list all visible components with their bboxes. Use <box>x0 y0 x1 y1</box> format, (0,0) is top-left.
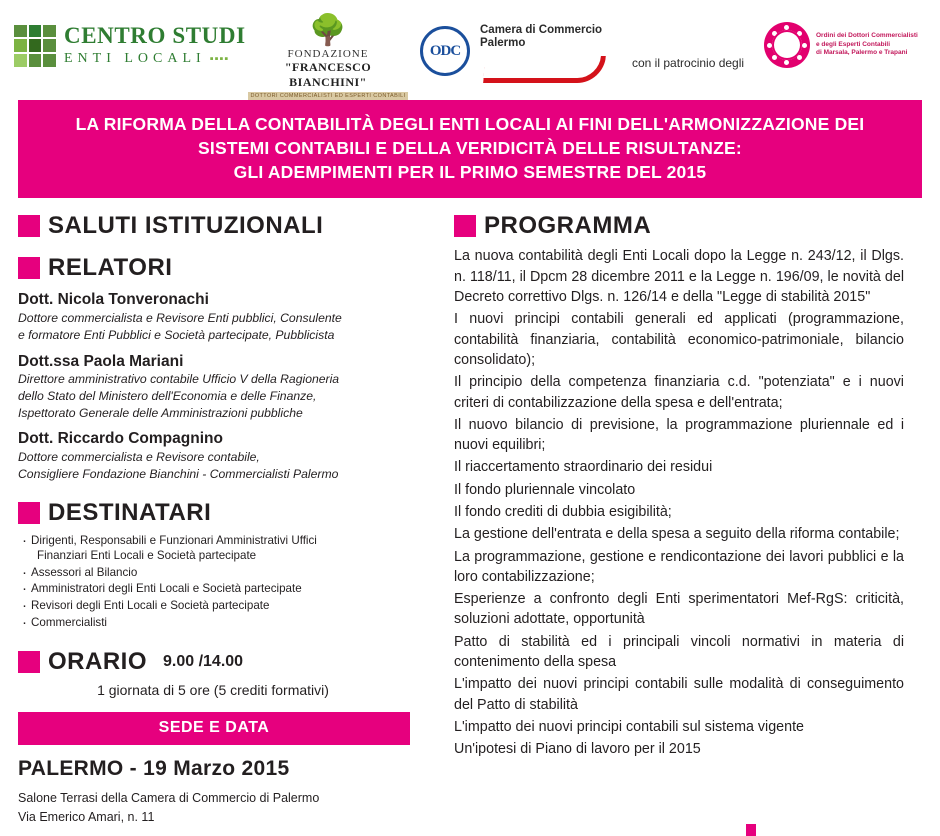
programma-title: PROGRAMMA <box>484 212 652 240</box>
camera-line2: Palermo <box>480 37 526 50</box>
list-item <box>18 429 430 482</box>
speaker-role-line: Direttore amministrativo contabile Ufficio V della Ragioneria <box>18 371 340 386</box>
fondazione-bianchini-logo <box>248 16 408 100</box>
programma-item: Un'ipotesi di Piano di lavoro per il 2015 <box>454 741 701 758</box>
programma-intro: La nuova contabilità degli Enti Locali dopo la Legge n. 243/12, il Dlgs. n. 118/11, il Dpcm 28 dicembre 2011 e la Legge n. 196/09, le novità del Decreto correttivo Dlgs. n. 126/14 e della "Legge di stabilità 2015" <box>454 248 904 306</box>
patrocinio-label: con il patrocinio degli <box>632 56 745 70</box>
programma-item: La programmazione, gestione e rendicontazione dei lavori pubblici e la loro contabilizzazione; <box>454 548 904 585</box>
list-item: · Assessori al Bilancio <box>22 565 430 581</box>
section-orario <box>18 648 430 676</box>
ordini-line2: e degli Esperti Contabili <box>816 40 891 48</box>
list-item: · Revisori degli Enti Locali e Società partecipate <box>22 598 430 614</box>
event-title-banner <box>18 100 922 198</box>
odcec-logo <box>420 26 470 76</box>
list-item <box>18 352 430 422</box>
square-bullet-icon <box>18 502 40 524</box>
camera-di-commercio-logo <box>480 24 630 74</box>
fondazione-line2: "FRANCESCO BIANCHINI" <box>284 60 372 89</box>
speaker-name: Dott.ssa Paola Mariani <box>18 352 184 370</box>
odcec-monogram-icon: ODC <box>420 26 470 76</box>
speaker-name: Dott. Riccardo Compagnino <box>18 430 223 448</box>
square-bullet-icon <box>18 257 40 279</box>
ordini-circle-icon <box>764 22 810 68</box>
orario-subtext: 1 giornata di 5 ore (5 crediti formativi) <box>97 682 329 699</box>
list-item: · Commercialisti <box>22 615 430 631</box>
centro-studi-line1: CENTRO STUDI <box>64 23 246 48</box>
speaker-role-line: dello Stato del Ministero dell'Economia e delle Finanze, <box>18 388 317 403</box>
programma-item: La gestione dell'entrata e della spesa a seguito della riforma contabile; <box>454 526 900 543</box>
section-destinatari <box>18 499 430 527</box>
sede-address-line-1: Salone Terrasi della Camera di Commercio di Palermo <box>18 791 320 806</box>
square-bullet-icon <box>18 215 40 237</box>
square-bullet-icon <box>18 651 40 673</box>
sede-address-line-2: Via Emerico Amari, n. 11 <box>18 809 155 824</box>
programma-item: Il nuovo bilancio di previsione, la programmazione pluriennale ed i nuovi equilibri; <box>454 416 904 454</box>
programma-item: L'impatto dei nuovi principi contabili sul sistema vigente <box>454 718 805 735</box>
programma-item: Il fondo pluriennale vincolato <box>454 481 636 498</box>
list-item <box>22 533 430 564</box>
programma-item: Il riaccertamento straordinario dei residui <box>454 459 713 476</box>
saluti-title: SALUTI ISTITUZIONALI <box>48 212 324 240</box>
header-logo-band <box>0 0 940 99</box>
programma-item: Il principio della competenza finanziaria c.d. "potenziata" e i nuovi criteri di contabilizzazione della spesa e dell'entrata; <box>454 374 904 411</box>
tree-icon: 🌳 <box>309 14 347 47</box>
destinatari-item-text: Dirigenti, Responsabili e Funzionari Amministrativi Uffici <box>31 533 317 547</box>
sede-e-data-bar: SEDE E DATA <box>18 712 410 745</box>
speaker-role-line: e formatore Enti Pubblici e Società partecipate, Pubblicista <box>18 327 335 342</box>
destinatari-item-text: Finanziari Enti Locali e Società partecipate <box>37 549 257 563</box>
programma-item: Esperienze a confronto degli Enti sperimentatori Mef-RgS: criticità, soluzioni adottate, opportunità <box>454 591 904 628</box>
section-saluti-istituzionali <box>18 212 430 240</box>
ordini-commercialisti-logo <box>764 22 918 68</box>
fondazione-line1: FONDAZIONE <box>287 48 369 60</box>
section-programma <box>454 212 904 240</box>
centro-studi-dots: ▪▪▪▪ <box>209 53 230 65</box>
centro-studi-line2: ENTI LOCALI <box>64 51 206 66</box>
centro-studi-enti-locali-logo <box>14 24 246 67</box>
decorative-mark <box>746 824 756 836</box>
section-relatori <box>18 254 430 282</box>
orario-value: 9.00 /14.00 <box>163 653 244 671</box>
title-line-1: LA RIFORMA DELLA CONTABILITÀ DEGLI ENTI LOCALI AI FINI DELL'ARMONIZZAZIONE DEI <box>75 114 865 134</box>
fondazione-line3: DOTTORI COMMERCIALISTI ED ESPERTI CONTABILI <box>248 92 408 100</box>
programma-item: Patto di stabilità ed i principali vincoli normativi in materia di contenimento della spesa <box>454 633 904 671</box>
speaker-role-line: Dottore commercialista e Revisore Enti pubblici, Consulente <box>18 310 342 325</box>
title-line-3: GLI ADEMPIMENTI PER IL PRIMO SEMESTRE DEL 2015 <box>233 162 707 183</box>
body-columns <box>0 198 940 825</box>
ordini-line1: Ordini dei Dottori Commercialisti <box>816 31 918 39</box>
sede-place: PALERMO - 19 Marzo 2015 <box>18 757 290 781</box>
camera-line1: Camera di Commercio <box>480 24 603 36</box>
square-bullet-icon <box>454 215 476 237</box>
left-column <box>18 212 444 825</box>
programma-item: Il fondo crediti di dubbia esigibilità; <box>454 503 672 520</box>
ordini-line3: di Marsala, Palermo e Trapani <box>816 49 908 57</box>
relatori-title: RELATORI <box>48 254 173 282</box>
programma-item: L'impatto dei nuovi principi contabili sulle modalità di conseguimento del Patto di stabilità <box>454 676 904 713</box>
speaker-role-line: Dottore commercialista e Revisore contabile, <box>18 449 260 464</box>
speaker-role-line: Ispettorato Generale delle Amministrazioni pubbliche <box>18 405 303 420</box>
destinatari-title: DESTINATARI <box>48 498 212 526</box>
speaker-name: Dott. Nicola Tonveronachi <box>18 291 209 309</box>
title-line-2: SISTEMI CONTABILI E DELLA VERIDICITÀ DELLE RISULTANZE: <box>198 138 742 159</box>
centro-studi-mark-icon <box>14 25 56 67</box>
orario-title: ORARIO <box>48 648 147 676</box>
camera-swoosh-icon <box>480 56 630 74</box>
programma-item: I nuovi principi contabili generali ed applicati (programmazione, contabilità finanziaria, contabilità economico-patrimoniale, bilancio consolidato); <box>454 311 904 368</box>
list-item: · Amministratori degli Enti Locali e Società partecipate <box>22 581 430 597</box>
right-column <box>444 212 904 825</box>
speaker-role-line: Consigliere Fondazione Bianchini - Commercialisti Palermo <box>18 466 339 481</box>
list-item <box>18 290 430 343</box>
destinatari-list <box>22 533 430 631</box>
